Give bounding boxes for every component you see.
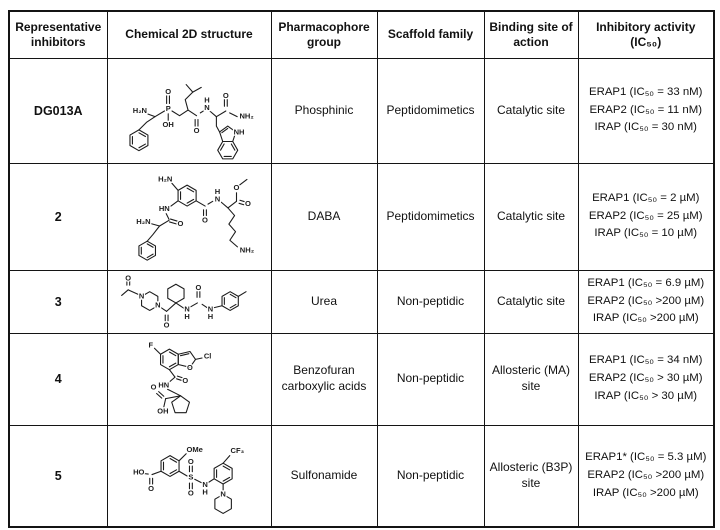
svg-text:O: O <box>244 199 251 209</box>
svg-text:H: H <box>202 487 208 497</box>
structure-cell <box>107 58 271 163</box>
structure-compound2-image <box>113 169 265 264</box>
scaffold-value: Non-peptidic <box>377 270 484 333</box>
activity-cell <box>578 425 714 527</box>
svg-text:O: O <box>177 219 184 229</box>
pharmacophore-value: DABA <box>271 163 377 270</box>
svg-text:O: O <box>148 484 155 494</box>
structure-compound5-image <box>113 430 265 521</box>
activity-line: ERAP1 (IC₅₀ = 34 nM) <box>589 354 703 367</box>
pharmacophore-value: Phosphinic <box>271 58 377 163</box>
svg-text:HO: HO <box>133 467 145 477</box>
svg-text:OH: OH <box>162 119 174 129</box>
table-row <box>9 270 714 333</box>
header-representative-inhibitors: Representative inhibitors <box>9 11 107 58</box>
benzene-ring <box>161 456 179 477</box>
cyclopentane-ring <box>172 396 190 413</box>
svg-text:N: N <box>184 303 190 313</box>
activity-cell <box>578 333 714 425</box>
svg-text:N: N <box>207 303 214 313</box>
scaffold-value: Peptidomimetics <box>377 163 484 270</box>
svg-text:H: H <box>204 95 210 105</box>
activity-line: IRAP (IC₅₀ >200 µM) <box>592 486 699 499</box>
benzene-ring <box>161 349 179 370</box>
svg-text:OH: OH <box>157 406 169 416</box>
inhibitors-table <box>8 10 715 528</box>
binding-site-value: Catalytic site <box>484 270 578 333</box>
binding-site-value: Catalytic site <box>484 163 578 270</box>
svg-text:O: O <box>125 273 132 283</box>
svg-text:OMe: OMe <box>186 445 203 455</box>
inhibitor-id: 5 <box>9 425 107 527</box>
activity-line: IRAP (IC₅₀ >200 µM) <box>592 312 699 325</box>
activity-line: ERAP2 (IC₅₀ = 11 nM) <box>589 103 703 116</box>
svg-text:O: O <box>222 90 229 100</box>
header-binding-site: Binding site of action <box>484 11 578 58</box>
activity-line: ERAP2 (IC₅₀ >200 µM) <box>587 294 705 307</box>
svg-text:F: F <box>148 340 154 350</box>
activity-line: ERAP1 (IC₅₀ = 33 nM) <box>589 85 703 98</box>
scaffold-value: Peptidomimetics <box>377 58 484 163</box>
svg-text:N: N <box>214 194 221 204</box>
svg-text:O: O <box>150 382 157 392</box>
activity-cell <box>578 58 714 163</box>
svg-text:O: O <box>233 183 240 192</box>
svg-text:O: O <box>165 86 172 96</box>
scaffold-value: Non-peptidic <box>377 425 484 527</box>
svg-text:HN: HN <box>158 203 170 213</box>
toluene-ring <box>222 291 238 310</box>
svg-text:S: S <box>188 472 194 482</box>
svg-text:N: N <box>220 489 226 499</box>
structure-cell <box>107 333 271 425</box>
bond-skeleton <box>130 84 238 158</box>
svg-text:O: O <box>182 375 189 385</box>
svg-text:Cl: Cl <box>203 351 212 361</box>
svg-text:H: H <box>207 311 214 321</box>
table-row <box>9 333 714 425</box>
svg-text:O: O <box>187 362 193 372</box>
inhibitor-id: 4 <box>9 333 107 425</box>
svg-text:O: O <box>193 125 200 135</box>
svg-text:NH: NH <box>233 127 245 137</box>
svg-text:N: N <box>138 290 145 300</box>
atom-labels <box>133 445 245 499</box>
table-row <box>9 163 714 270</box>
activity-line: ERAP2 (IC₅₀ > 30 µM) <box>588 372 703 385</box>
activity-cell <box>578 270 714 333</box>
atom-labels <box>125 273 213 329</box>
activity-line: ERAP1 (IC₅₀ = 2 µM) <box>592 191 700 204</box>
inhibitor-id: 3 <box>9 270 107 333</box>
structure-cell <box>107 425 271 527</box>
table-row <box>9 425 714 527</box>
structure-compound3-image <box>114 273 264 331</box>
svg-text:O: O <box>187 457 194 467</box>
pharmacophore-value: Benzofuran carboxylic acids <box>271 333 377 425</box>
inhibitor-id: 2 <box>9 163 107 270</box>
svg-text:O: O <box>163 319 170 329</box>
svg-text:H: H <box>214 186 221 196</box>
bond-skeleton <box>139 179 247 260</box>
atom-labels <box>133 87 254 137</box>
header-row <box>9 11 714 58</box>
structure-cell <box>107 270 271 333</box>
svg-text:HN: HN <box>158 380 170 390</box>
header-scaffold-family: Scaffold family <box>377 11 484 58</box>
svg-text:P: P <box>165 103 171 113</box>
activity-line: ERAP2 (IC₅₀ = 25 µM) <box>588 209 703 222</box>
structure-dg013a-image <box>113 60 265 162</box>
pharmacophore-value: Sulfonamide <box>271 425 377 527</box>
binding-site-value: Allosteric (MA) site <box>484 333 578 425</box>
benzene-ring <box>139 241 156 260</box>
svg-text:H: H <box>184 311 190 321</box>
inhibitor-id: DG013A <box>9 58 107 163</box>
svg-text:H₂N: H₂N <box>132 105 148 115</box>
activity-line: ERAP1 (IC₅₀ = 6.9 µM) <box>587 276 705 289</box>
cyclohexane-ring <box>168 284 184 303</box>
activity-line: ERAP2 (IC₅₀ >200 µM) <box>587 468 705 481</box>
svg-text:NH₂: NH₂ <box>239 245 255 255</box>
header-inhibitory-activity: Inhibitory activity (IC₅₀) <box>578 11 714 58</box>
benzene-ring <box>178 185 196 206</box>
svg-text:H₂N: H₂N <box>158 174 173 184</box>
table-row <box>9 58 714 163</box>
header-pharmacophore-group: Pharmacophore group <box>271 11 377 58</box>
activity-line: IRAP (IC₅₀ > 30 µM) <box>594 389 698 402</box>
scaffold-value: Non-peptidic <box>377 333 484 425</box>
svg-text:O: O <box>201 215 208 225</box>
benzene-ring <box>130 129 148 150</box>
pharmacophore-value: Urea <box>271 270 377 333</box>
structure-compound4-image <box>119 337 259 421</box>
binding-site-value: Allosteric (B3P) site <box>484 425 578 527</box>
svg-text:O: O <box>187 488 194 498</box>
svg-text:O: O <box>195 282 202 292</box>
atom-labels <box>136 174 254 254</box>
benzene-ring <box>214 463 232 484</box>
activity-line: IRAP (IC₅₀ = 10 µM) <box>594 227 698 240</box>
svg-text:N: N <box>202 480 208 490</box>
binding-site-value: Catalytic site <box>484 58 578 163</box>
svg-text:H₂N: H₂N <box>136 217 151 227</box>
svg-text:N: N <box>155 300 161 310</box>
header-chemical-2d-structure: Chemical 2D structure <box>107 11 271 58</box>
svg-text:N: N <box>204 102 210 112</box>
activity-line: IRAP (IC₅₀ = 30 nM) <box>594 121 697 134</box>
activity-cell <box>578 163 714 270</box>
svg-text:NH₂: NH₂ <box>239 111 254 121</box>
svg-text:CF₃: CF₃ <box>230 446 245 456</box>
structure-cell <box>107 163 271 270</box>
activity-line: ERAP1* (IC₅₀ = 5.3 µM) <box>585 451 707 464</box>
